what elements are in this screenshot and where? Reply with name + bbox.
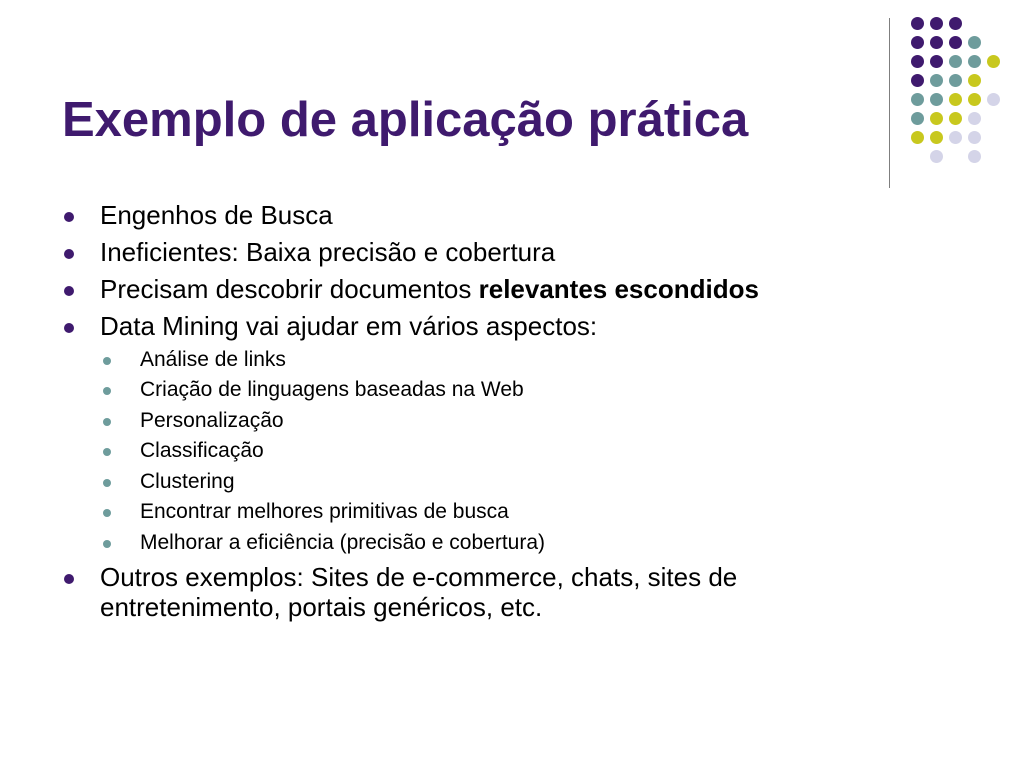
bullet-text: Ineficientes: Baixa precisão e cobertura xyxy=(100,237,556,267)
decor-dot xyxy=(949,55,962,68)
decor-dot xyxy=(968,74,981,87)
decor-dot xyxy=(968,150,981,163)
decor-dot xyxy=(968,55,981,68)
slide-title: Exemplo de aplicação prática xyxy=(62,93,749,147)
sub-bullet-item xyxy=(62,499,962,524)
decor-dot xyxy=(930,131,943,144)
decor-dot xyxy=(968,131,981,144)
bullet-text-bold: relevantes escondidos xyxy=(478,274,759,304)
decor-dot xyxy=(968,36,981,49)
decor-dot xyxy=(949,131,962,144)
sub-bullet-text: Clustering xyxy=(140,469,235,493)
bullet-item xyxy=(62,562,900,622)
sub-bullet-item xyxy=(62,347,962,372)
decor-dot xyxy=(911,112,924,125)
sub-bullet-dot-icon xyxy=(103,479,111,487)
sub-bullet-text: Encontrar melhores primitivas de busca xyxy=(140,500,509,523)
bullet-dot-icon xyxy=(64,249,74,259)
decor-dot xyxy=(911,74,924,87)
decor-dot xyxy=(930,150,943,163)
bullet-item xyxy=(62,274,962,304)
sub-bullet-item xyxy=(62,469,962,494)
decor-dot xyxy=(911,93,924,106)
bullet-text: Engenhos de Busca xyxy=(100,200,333,230)
decor-dot xyxy=(911,17,924,30)
decor-dot xyxy=(968,93,981,106)
decor-dot xyxy=(930,74,943,87)
decor-dot xyxy=(949,112,962,125)
sub-bullet-item xyxy=(62,408,962,433)
decor-dot xyxy=(968,112,981,125)
decor-dot xyxy=(911,131,924,144)
decor-dot xyxy=(930,55,943,68)
decor-dot xyxy=(949,17,962,30)
decor-dot xyxy=(911,55,924,68)
sub-bullet-dot-icon xyxy=(103,387,111,395)
bullet-dot-icon xyxy=(64,323,74,333)
bullet-dot-icon xyxy=(64,212,74,222)
bullet-text: Precisam descobrir documentos xyxy=(100,274,479,304)
bullet-text: Outros exemplos: Sites de e-commerce, chats, sites de entretenimento, portais genéricos, etc. xyxy=(100,561,738,622)
decor-dot xyxy=(949,74,962,87)
sub-bullet-text: Classificação xyxy=(140,439,264,462)
vertical-divider xyxy=(889,18,890,188)
sub-bullet-dot-icon xyxy=(103,540,111,548)
bullet-item xyxy=(62,311,962,341)
sub-bullet-text: Melhorar a eficiência (precisão e cobertura) xyxy=(140,530,546,554)
sub-bullet-dot-icon xyxy=(103,418,111,426)
decor-dot xyxy=(949,93,962,106)
decor-dot xyxy=(949,36,962,49)
sub-bullet-dot-icon xyxy=(103,448,111,456)
decor-dot xyxy=(930,93,943,106)
decor-dot xyxy=(930,112,943,125)
bullet-item xyxy=(62,200,962,230)
bullet-item xyxy=(62,237,962,267)
sub-bullet-dot-icon xyxy=(103,509,111,517)
sub-bullet-text: Criação de linguagens baseadas na Web xyxy=(140,378,524,401)
bullet-text: Data Mining vai ajudar em vários aspectos: xyxy=(100,311,598,341)
decor-dot xyxy=(987,93,1000,106)
bullet-dot-icon xyxy=(64,574,74,584)
decor-dot xyxy=(911,36,924,49)
sub-bullet-item xyxy=(62,438,962,463)
sub-bullet-dot-icon xyxy=(103,357,111,365)
sub-bullet-item xyxy=(62,377,962,402)
bullet-list xyxy=(62,193,962,622)
sub-bullet-text: Análise de links xyxy=(140,347,286,371)
sub-bullet-item xyxy=(62,530,962,555)
decor-dot xyxy=(930,36,943,49)
decor-dot xyxy=(930,17,943,30)
decor-dot xyxy=(987,55,1000,68)
bullet-dot-icon xyxy=(64,286,74,296)
sub-bullet-text: Personalização xyxy=(140,408,284,432)
